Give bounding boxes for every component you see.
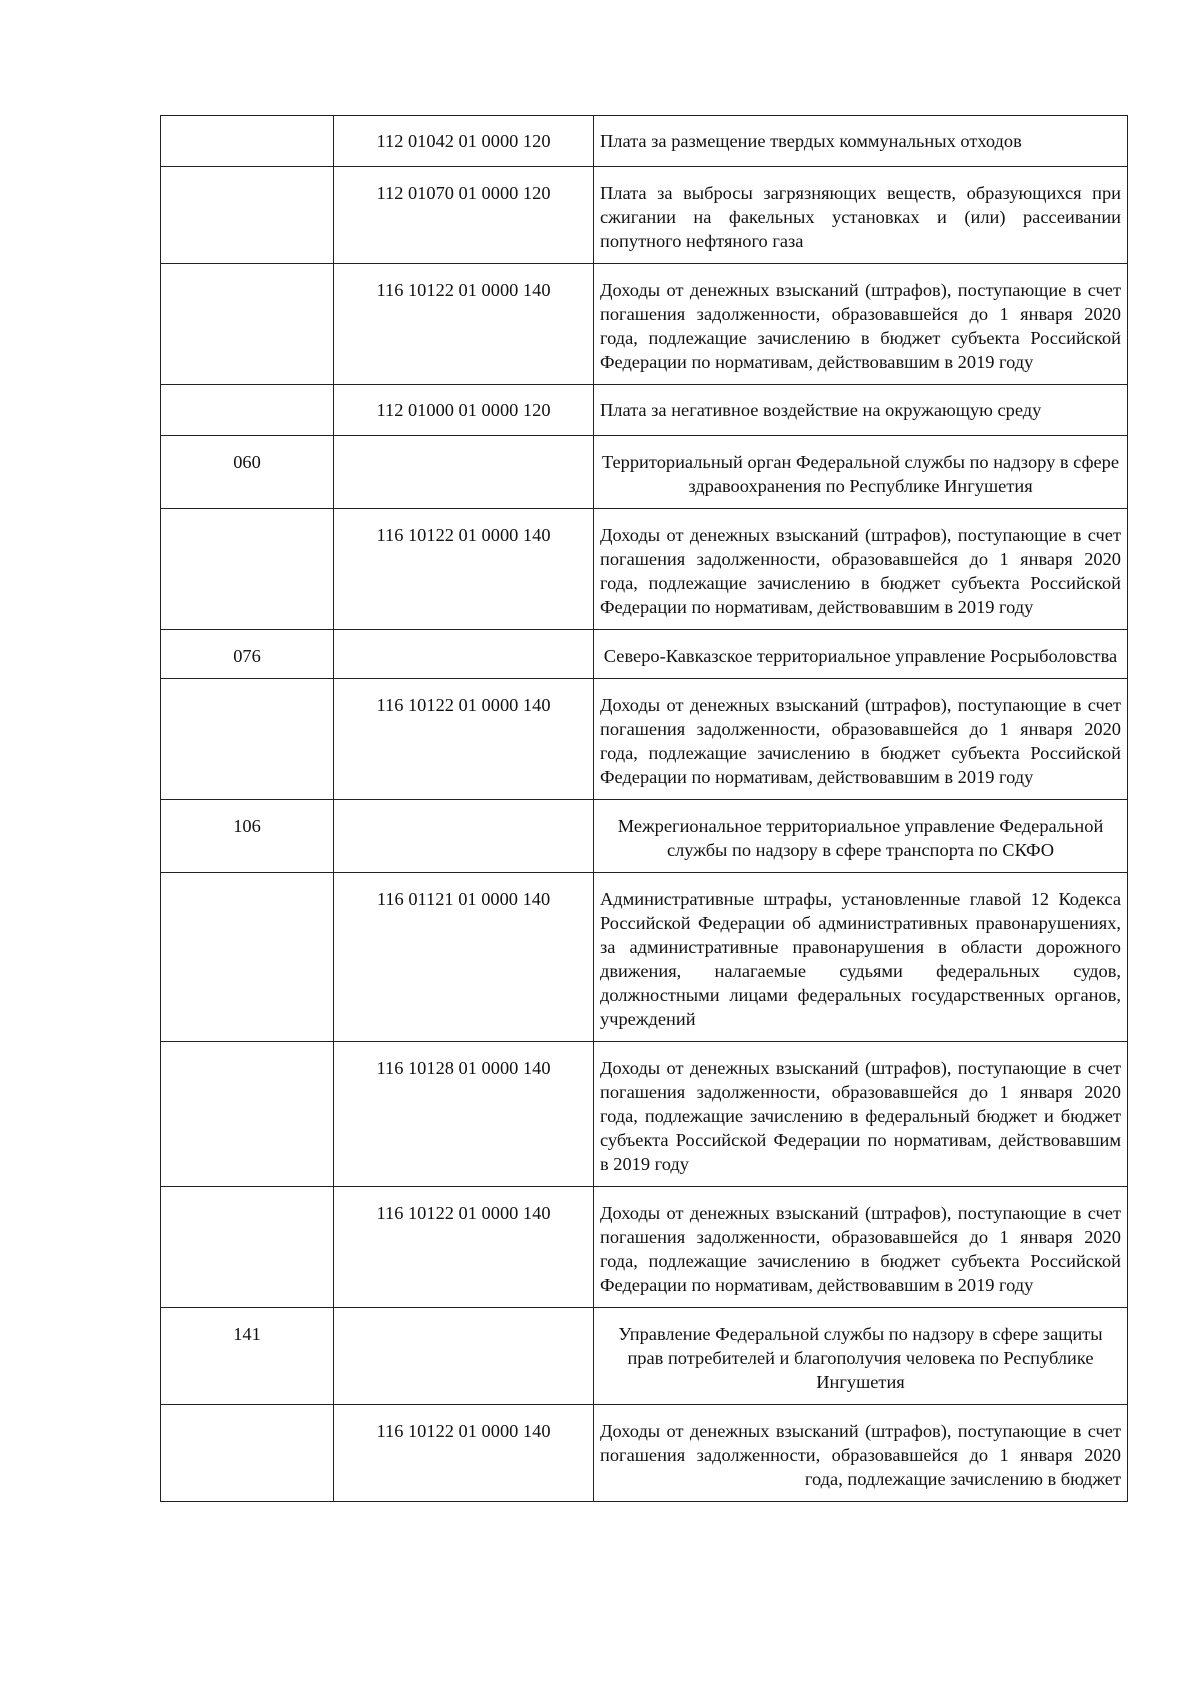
admin-code-cell <box>161 385 334 436</box>
table-row <box>161 1187 1128 1308</box>
revenue-code-cell: 112 01042 01 0000 120 <box>334 116 594 167</box>
revenue-name-cell: Доходы от денежных взысканий (штрафов), поступающие в счет погашения задолженности, образовавшейся до 1 января 2020 года, подлежащие зачислению в федеральный бюджет и бюджет субъекта Российской Федерации по нормативам, действовавшим в 2019 году <box>594 1042 1128 1187</box>
revenue-name-cell: Плата за выбросы загрязняющих веществ, образующихся при сжигании на факельных установках и (или) рассеивании попутного нефтяного газа <box>594 167 1128 264</box>
revenue-codes-table <box>160 115 1128 1502</box>
table-row-administrator <box>161 1308 1128 1405</box>
table-row <box>161 264 1128 385</box>
table-row <box>161 167 1128 264</box>
revenue-name-cell: Доходы от денежных взысканий (штрафов), поступающие в счет погашения задолженности, образовавшейся до 1 января 2020 года, подлежащие зачислению в бюджет субъекта Российской Федерации по нормативам, действовавшим в 2019 году <box>594 679 1128 800</box>
admin-code-cell: 060 <box>161 436 334 509</box>
revenue-code-cell: 112 01070 01 0000 120 <box>334 167 594 264</box>
revenue-code-cell <box>334 1308 594 1405</box>
admin-code-cell <box>161 116 334 167</box>
administrator-name-cell: Управление Федеральной службы по надзору в сфере защиты прав потребителей и благополучия человека по Республике Ингушетия <box>594 1308 1128 1405</box>
table-row <box>161 679 1128 800</box>
admin-code-cell <box>161 509 334 630</box>
revenue-code-cell: 116 10128 01 0000 140 <box>334 1042 594 1187</box>
table-row <box>161 873 1128 1042</box>
revenue-code-cell: 116 10122 01 0000 140 <box>334 1405 594 1502</box>
revenue-code-cell: 112 01000 01 0000 120 <box>334 385 594 436</box>
admin-code-cell: 106 <box>161 800 334 873</box>
admin-code-cell <box>161 264 334 385</box>
admin-code-cell <box>161 167 334 264</box>
revenue-name-cell: Доходы от денежных взысканий (штрафов), поступающие в счет погашения задолженности, образовавшейся до 1 января 2020 года, подлежащие зачислению в бюджет <box>594 1405 1128 1502</box>
table-row <box>161 116 1128 167</box>
admin-code-cell <box>161 1187 334 1308</box>
revenue-code-cell: 116 10122 01 0000 140 <box>334 264 594 385</box>
admin-code-cell: 076 <box>161 630 334 679</box>
revenue-code-cell <box>334 630 594 679</box>
revenue-code-cell: 116 10122 01 0000 140 <box>334 679 594 800</box>
table-row-administrator <box>161 436 1128 509</box>
table-row <box>161 1042 1128 1187</box>
admin-code-cell <box>161 1405 334 1502</box>
administrator-name-cell: Территориальный орган Федеральной службы по надзору в сфере здравоохранения по Республике Ингушетия <box>594 436 1128 509</box>
revenue-name-cell: Плата за негативное воздействие на окружающую среду <box>594 385 1128 436</box>
admin-code-cell: 141 <box>161 1308 334 1405</box>
revenue-name-cell: Доходы от денежных взысканий (штрафов), поступающие в счет погашения задолженности, образовавшейся до 1 января 2020 года, подлежащие зачислению в бюджет субъекта Российской Федерации по нормативам, действовавшим в 2019 году <box>594 1187 1128 1308</box>
revenue-code-cell <box>334 800 594 873</box>
revenue-name-cell: Доходы от денежных взысканий (штрафов), поступающие в счет погашения задолженности, образовавшейся до 1 января 2020 года, подлежащие зачислению в бюджет субъекта Российской Федерации по нормативам, действовавшим в 2019 году <box>594 509 1128 630</box>
table-row <box>161 1405 1128 1502</box>
administrator-name-cell: Северо-Кавказское территориальное управление Росрыболовства <box>594 630 1128 679</box>
revenue-code-cell: 116 10122 01 0000 140 <box>334 509 594 630</box>
revenue-name-cell: Административные штрафы, установленные главой 12 Кодекса Российской Федерации об административных правонарушениях, за административные правонарушения в области дорожного движения, налагаемые судьями федеральных судов, должностными лицами федеральных государственных органов, учреждений <box>594 873 1128 1042</box>
administrator-name-cell: Межрегиональное территориальное управление Федеральной службы по надзору в сфере транспорта по СКФО <box>594 800 1128 873</box>
table-row <box>161 509 1128 630</box>
revenue-code-cell: 116 10122 01 0000 140 <box>334 1187 594 1308</box>
revenue-name-cell: Плата за размещение твердых коммунальных отходов <box>594 116 1128 167</box>
table-row <box>161 385 1128 436</box>
admin-code-cell <box>161 679 334 800</box>
admin-code-cell <box>161 873 334 1042</box>
admin-code-cell <box>161 1042 334 1187</box>
table-row-administrator <box>161 630 1128 679</box>
table-row-administrator <box>161 800 1128 873</box>
revenue-name-cell: Доходы от денежных взысканий (штрафов), поступающие в счет погашения задолженности, образовавшейся до 1 января 2020 года, подлежащие зачислению в бюджет субъекта Российской Федерации по нормативам, действовавшим в 2019 году <box>594 264 1128 385</box>
revenue-code-cell: 116 01121 01 0000 140 <box>334 873 594 1042</box>
revenue-code-cell <box>334 436 594 509</box>
